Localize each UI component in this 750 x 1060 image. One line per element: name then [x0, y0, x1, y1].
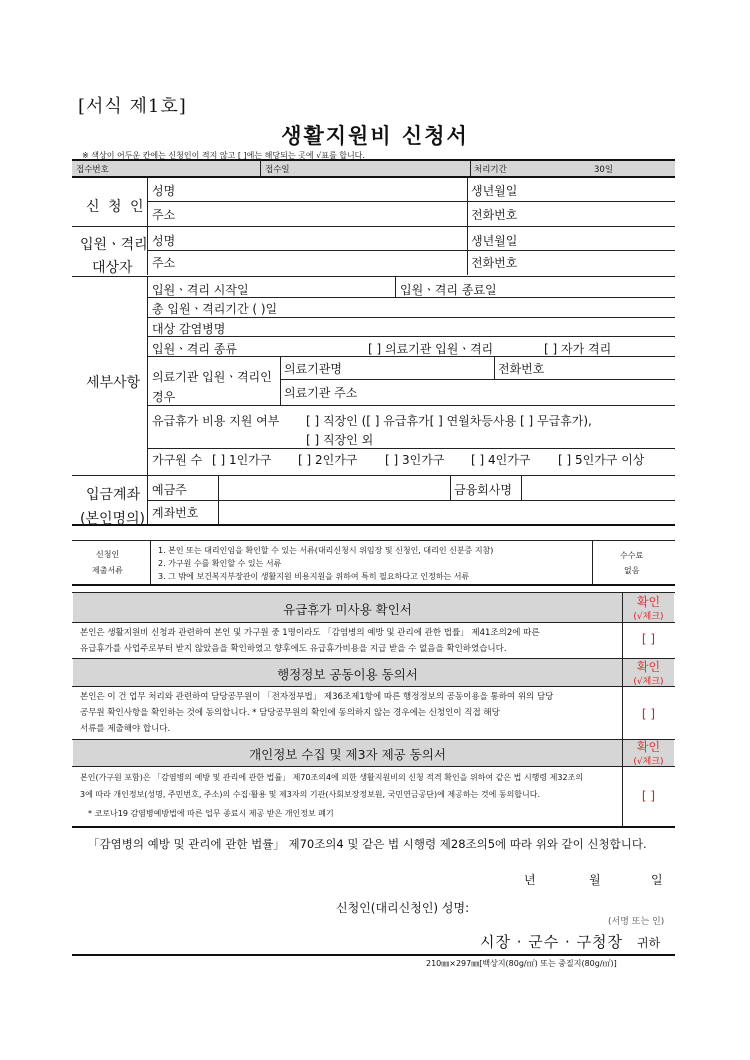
bank-name-label: 금융회사명	[454, 483, 512, 497]
disease-name-label: 대상 감염병명	[152, 322, 226, 336]
hospital-case-label-2: 경우	[152, 390, 176, 404]
target-birth-label: 생년월일	[471, 234, 518, 248]
processing-period-label: 처리기간	[474, 165, 507, 175]
signature-note: (서명 또는 인)	[608, 917, 665, 927]
account-holder-label: 예금주	[152, 483, 187, 497]
isolation-type-hospital-checkbox[interactable]: [ ] 의료기관 입원ㆍ격리	[368, 342, 494, 356]
target-name-label: 성명	[152, 234, 176, 248]
applicant-section-label: 신 청 인	[86, 199, 146, 215]
hospital-case-label-1: 의료기관 입원ㆍ격리인	[152, 370, 272, 384]
honorific-label: 귀하	[637, 936, 661, 950]
date-month-label: 월	[589, 873, 601, 887]
fee-label: 수수료	[620, 551, 644, 560]
admin-info-consent-title: 행정정보 공동이용 동의서	[277, 667, 418, 682]
fee-value: 없음	[624, 566, 640, 575]
household-option-4[interactable]: [ ] 4인가구	[471, 453, 531, 467]
processing-period-value: 30일	[594, 165, 614, 175]
account-number-label: 계좌번호	[152, 506, 199, 520]
hospital-address-label: 의료기관 주소	[284, 386, 358, 400]
applicant-phone-label: 전화번호	[471, 208, 518, 222]
household-option-1[interactable]: [ ] 1인가구	[212, 453, 272, 467]
document-item-3: 3. 그 밖에 보건복지부장관이 생활지원 비용지원을 위하여 특히 필요하다고 인정하는 서류	[158, 572, 470, 581]
paid-leave-confirm-line-2: 유급휴가를 사업주로부터 받지 않았음을 확인하였고 향후에도 유급휴가비용을 지급 받을 수 없음을 확인하였습니다.	[80, 644, 507, 654]
paper-spec: 210㎜×297㎜[백상지(80g/㎡) 또는 중질지(80g/㎡)]	[426, 959, 617, 968]
recipient-label: 시장 · 군수 · 구청장	[480, 933, 624, 951]
hospital-name-label: 의료기관명	[284, 362, 342, 376]
account-section-label-2: (본인명의)	[80, 511, 146, 527]
legal-statement: 「감염병의 예방 및 관리에 관한 법률」 제70조의4 및 같은 법 시행령 제28조의5에 따라 위와 같이 신청합니다.	[88, 837, 647, 851]
personal-info-consent-line-2: 3에 따라 개인정보(성명, 주민번호, 주소)의 수집·활용 및 제3자의 기관(사회보장정보원, 국민연금공단)에 제공하는 것에 동의합니다.	[80, 790, 541, 799]
page-title: 생활지원비 신청서	[281, 124, 469, 148]
form-number: [서식 제1호]	[78, 96, 187, 117]
paid-leave-confirm-checkbox[interactable]: [ ]	[641, 632, 656, 646]
target-section-label-2: 대상자	[92, 260, 133, 276]
isolation-type-self-checkbox[interactable]: [ ] 자가 격리	[544, 342, 612, 356]
household-option-2[interactable]: [ ] 2인가구	[298, 453, 358, 467]
applicant-name-label: 성명	[152, 184, 176, 198]
target-address-label: 주소	[152, 256, 176, 270]
hospital-phone-label: 전화번호	[498, 362, 545, 376]
household-label: 가구원 수	[152, 453, 203, 467]
end-date-label: 입원ㆍ격리 종료일	[400, 283, 497, 297]
paid-leave-options-line1[interactable]: [ ] 직장인 ([ ] 유급휴가[ ] 연월차등사용 [ ] 무급휴가),	[306, 414, 592, 428]
receipt-number-label: 접수번호	[76, 165, 109, 175]
personal-info-consent-line-3: * 코로나19 감염병예방법에 따른 업무 종료시 제공 받은 개인정보 폐기	[88, 809, 334, 818]
signer-label: 신청인(대리신청인) 성명:	[336, 901, 470, 915]
target-phone-label: 전화번호	[471, 256, 518, 270]
paid-leave-confirm-title: 유급휴가 미사용 확인서	[283, 602, 412, 617]
admin-info-consent-line-1: 본인은 이 건 업무 처리와 관련하여 담당공무원이 「전자정부법」 제36조제1항에 따른 행정정보의 공동이용을 통하여 위의 담당	[80, 692, 554, 702]
start-date-label: 입원ㆍ격리 시작일	[152, 283, 249, 297]
document-item-1: 1. 본인 또는 대리인임을 확인할 수 있는 서류(대리신청시 위임장 및 신청인, 대리인 신분증 지참)	[158, 546, 494, 555]
admin-info-consent-line-2: 공무원 확인사항을 확인하는 것에 동의합니다. * 담당공무원의 확인에 동의하지 않는 경우에는 신청인이 직접 해당	[80, 708, 500, 718]
document-item-2: 2. 가구원 수를 확인할 수 있는 서류	[158, 559, 282, 568]
documents-label-1: 신청인	[96, 550, 120, 559]
personal-info-consent-title: 개인정보 수집 및 제3자 제공 동의서	[249, 747, 446, 762]
paid-leave-confirm-label: 확인 (√체크)	[633, 595, 664, 622]
details-section-label: 세부사항	[86, 375, 141, 391]
household-option-5[interactable]: [ ] 5인가구 이상	[558, 453, 645, 467]
applicant-address-label: 주소	[152, 208, 176, 222]
admin-info-consent-checkbox[interactable]: [ ]	[641, 707, 656, 721]
date-year-label: 년	[524, 873, 536, 887]
notice-text: ※ 색상이 어두운 칸에는 신청인이 적지 않고 [ ]에는 해당되는 곳에 √표를 합니다.	[82, 151, 365, 160]
applicant-birth-label: 생년월일	[471, 184, 518, 198]
documents-label-2: 제출서류	[92, 566, 123, 575]
personal-info-consent-checkbox[interactable]: [ ]	[641, 789, 656, 803]
receipt-date-label: 접수일	[265, 165, 290, 175]
household-option-3[interactable]: [ ] 3인가구	[385, 453, 445, 467]
target-section-label-1: 입원ㆍ격리	[80, 237, 148, 253]
personal-info-consent-line-1: 본인(가구원 포함)은 「감염병의 예방 및 관리에 관한 법률」 제70조의4에 의한 생활지원비의 신청 적격 확인을 위하여 같은 법 시행령 제32조의	[80, 773, 584, 782]
isolation-type-label: 입원ㆍ격리 종류	[152, 342, 237, 356]
receipt-row	[72, 160, 675, 176]
account-section-label-1: 입금계좌	[86, 487, 141, 503]
total-period-label: 총 입원ㆍ격리기간 ( )일	[152, 302, 278, 316]
admin-info-confirm-label: 확인 (√체크)	[633, 660, 664, 687]
admin-info-consent-line-3: 서류를 제출해야 합니다.	[80, 724, 171, 734]
date-day-label: 일	[651, 873, 663, 887]
paid-leave-label: 유급휴가 비용 지원 여부	[152, 414, 280, 428]
paid-leave-options-line2[interactable]: [ ] 직장인 외	[306, 433, 374, 447]
personal-info-confirm-label: 확인 (√체크)	[633, 740, 664, 767]
paid-leave-confirm-line-1: 본인은 생활지원비 신청과 관련하여 본인 및 가구원 중 1명이라도 「감염병의 예방 및 관리에 관한 법률」 제41조의2에 따른	[80, 628, 540, 638]
